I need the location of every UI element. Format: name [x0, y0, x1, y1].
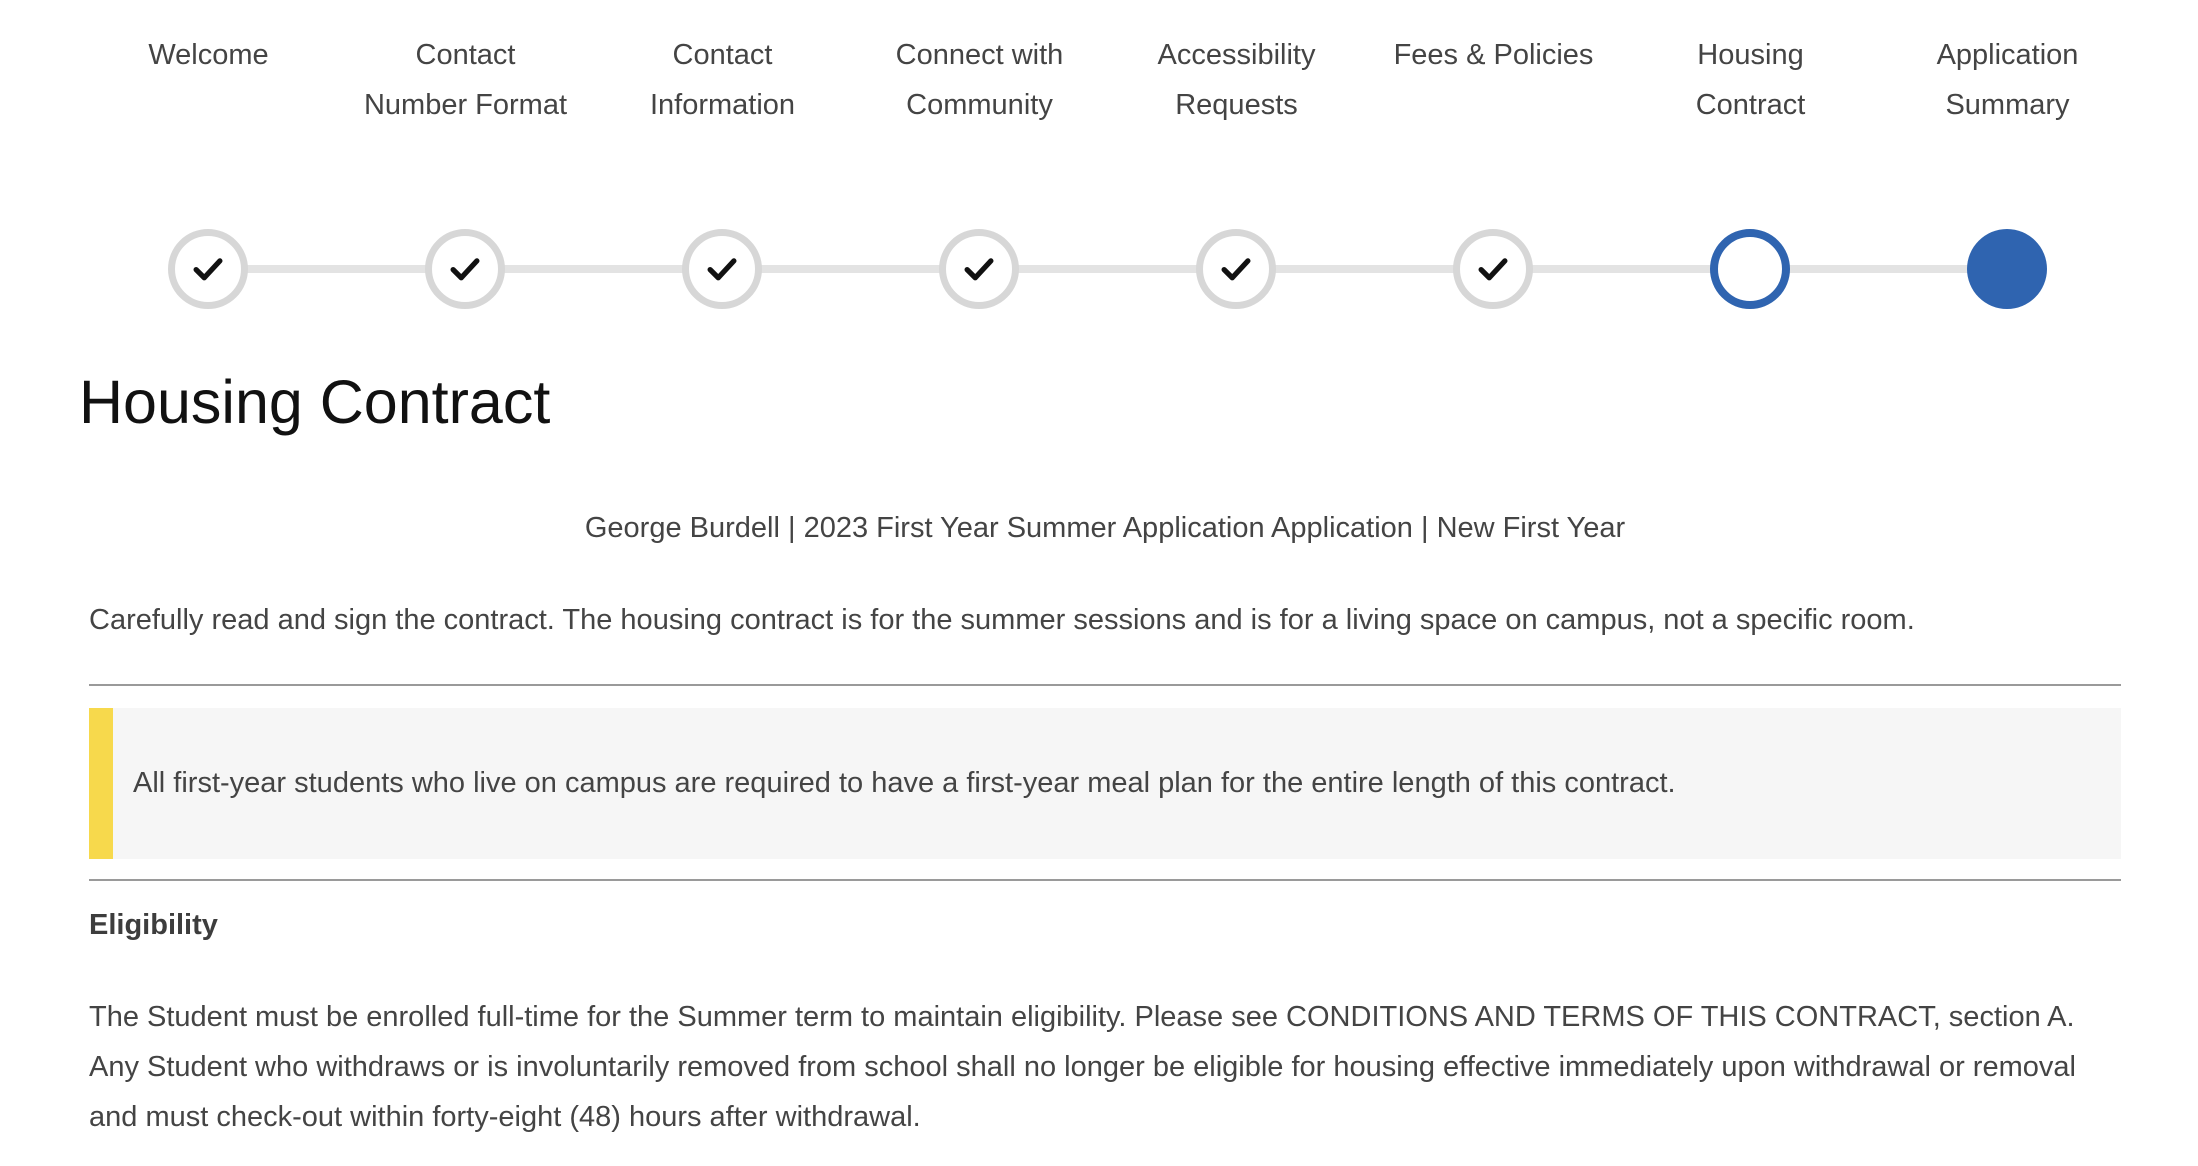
applicant-info-line: George Burdell | 2023 First Year Summer Application Application | New First Year — [584, 512, 1626, 544]
step-fees-and-policies[interactable] — [1365, 0, 1622, 330]
check-icon — [193, 254, 223, 284]
step-accessibility-requests[interactable] — [1108, 0, 1365, 330]
notice-accent-bar — [89, 708, 113, 859]
step-status-complete — [1453, 229, 1533, 309]
step-status-upcoming — [1967, 229, 2047, 309]
step-welcome[interactable] — [80, 0, 337, 330]
step-label: Fees & Policies — [1393, 39, 1594, 71]
step-contact-information[interactable] — [594, 0, 851, 330]
meal-plan-notice — [89, 708, 2121, 859]
step-status-complete — [168, 229, 248, 309]
page-title: Housing Contract — [79, 368, 551, 436]
step-connect-with-community[interactable] — [851, 0, 1108, 330]
check-icon — [1221, 254, 1251, 284]
check-icon — [707, 254, 737, 284]
step-contact-number-format[interactable] — [337, 0, 594, 330]
divider-bottom — [89, 879, 2121, 881]
step-label: Housing Contract — [1695, 39, 1806, 121]
step-housing-contract[interactable] — [1622, 0, 1879, 330]
step-label: Welcome — [148, 39, 269, 71]
step-status-complete — [1196, 229, 1276, 309]
check-icon — [1478, 254, 1508, 284]
check-icon — [964, 254, 994, 284]
check-icon — [450, 254, 480, 284]
notice-text: All first-year students who live on campus are required to have a first-year meal plan for the entire length of this contract. — [133, 767, 1676, 799]
step-application-summary[interactable] — [1879, 0, 2136, 330]
eligibility-heading: Eligibility — [89, 909, 218, 941]
contract-instructions: Carefully read and sign the contract. The housing contract is for the summer sessions and is for a living space on campus, not a specific room. — [89, 604, 1915, 636]
step-label: Connect with Community — [895, 39, 1064, 121]
application-progress-stepper — [80, 0, 2136, 330]
divider-top — [89, 684, 2121, 686]
step-label: Accessibility Requests — [1157, 39, 1316, 121]
step-label: Application Summary — [1936, 39, 2079, 121]
step-status-current — [1710, 229, 1790, 309]
step-status-complete — [425, 229, 505, 309]
step-status-complete — [682, 229, 762, 309]
step-status-complete — [939, 229, 1019, 309]
step-label: Contact Information — [649, 39, 796, 121]
eligibility-body: The Student must be enrolled full-time for the Summer term to maintain eligibility. Please see CONDITIONS AND TERMS OF THIS CONTRACT, section A. Any Student who withdraws or is involuntarily removed from school shall no longer be eligible for housing effective immediately upon withdrawal or removal and must check-out within forty-eight (48) hours after withdrawal. — [89, 1001, 2076, 1133]
step-label: Contact Number Format — [363, 39, 568, 121]
